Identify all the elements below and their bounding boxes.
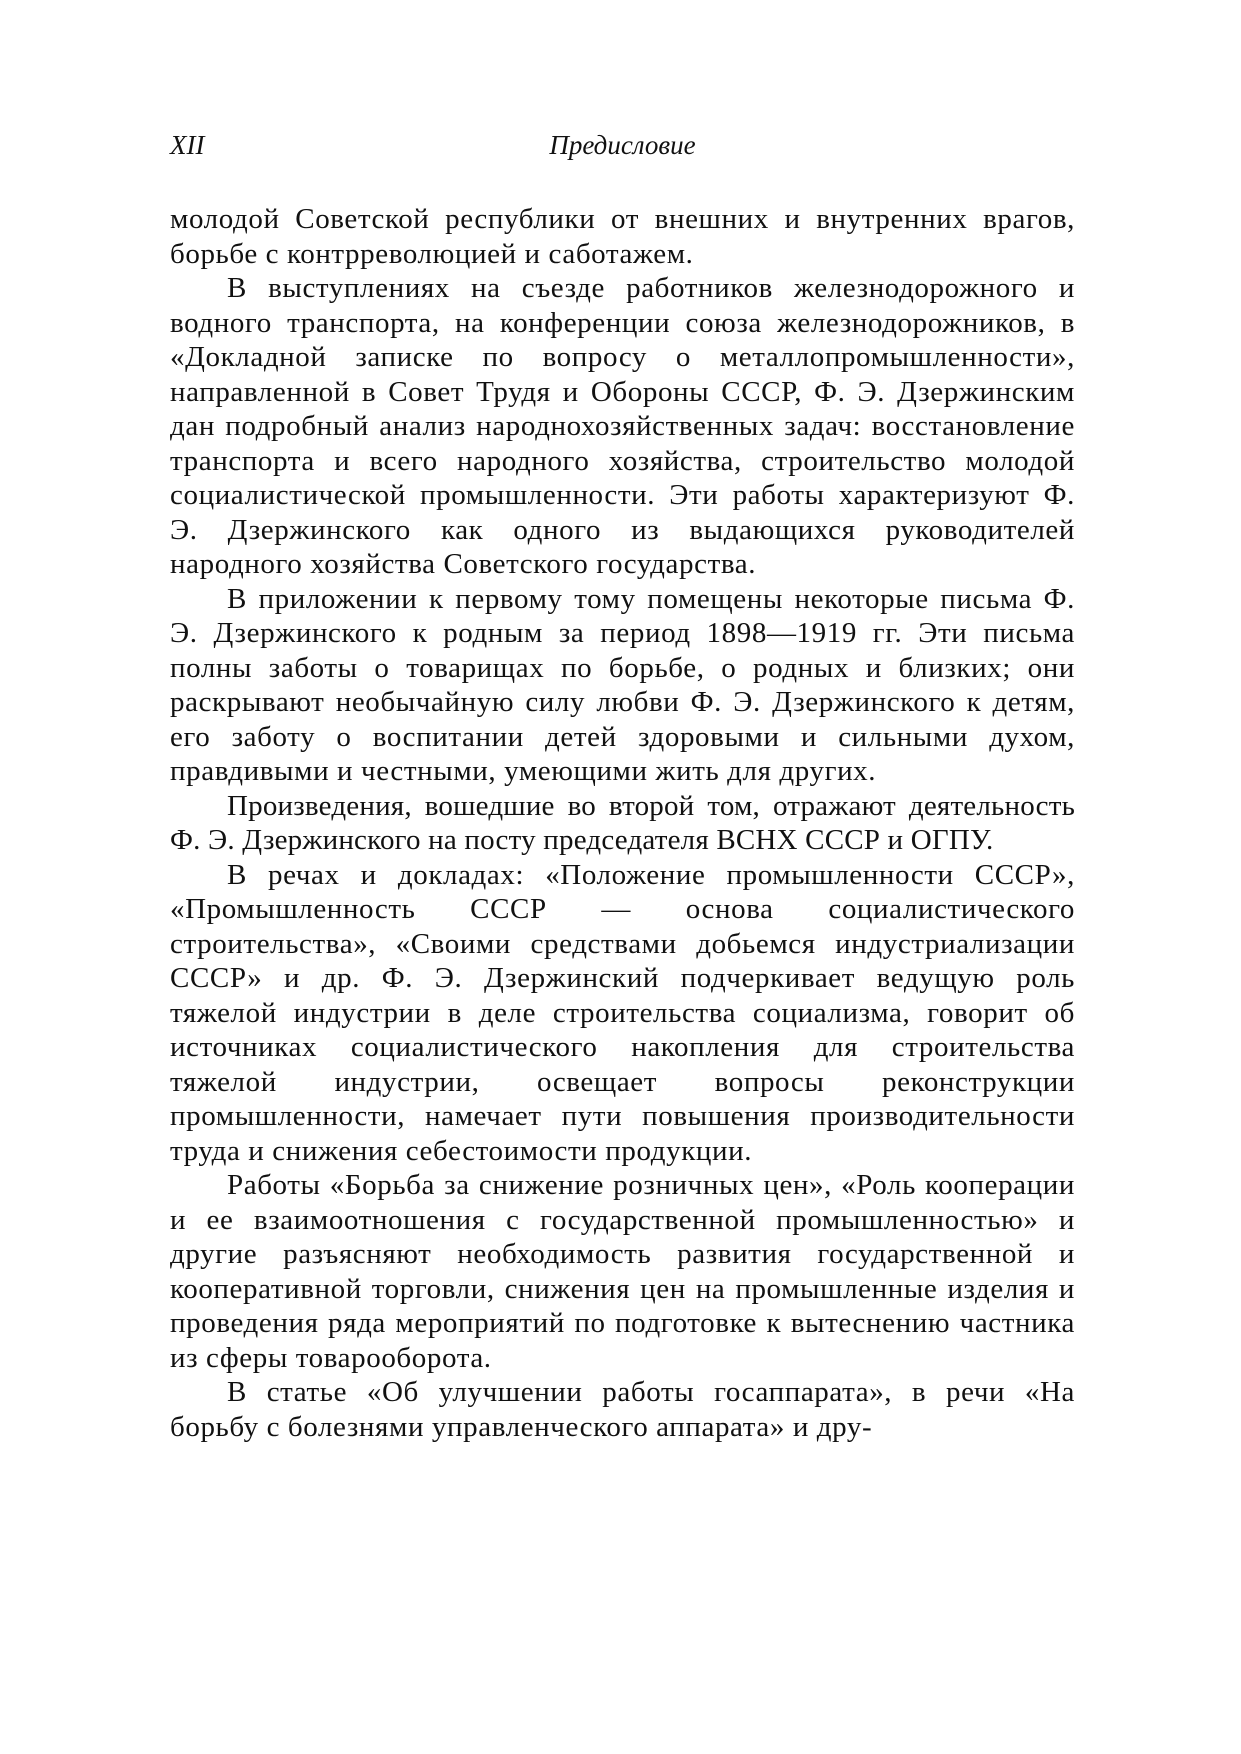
- body-text: [170, 202, 1075, 1444]
- paragraph-trade: Работы «Борьба за снижение розничных цен», «Роль кооперации и ее взаимоотношения с государственной промышленностью» и другие разъясняют необходимость развития государственной и кооперативной торговли, снижения цен на промышленные изделия и проведения ряда мероприятий по подготовке к вытеснению частника из сферы товарооборота.: [170, 1169, 1075, 1374]
- paragraph-continuation: молодой Советской республики от внешних и внутренних врагов, борьбе с контрреволюцией и саботажем.: [170, 203, 1075, 270]
- paragraph-second-volume: Произведения, вошедшие во второй том, отражают деятельность Ф. Э. Дзержинского на посту председателя ВСНХ СССР и ОГПУ.: [170, 789, 1075, 856]
- paragraph-speeches: В речах и докладах: «Положение промышленности СССР», «Промышленность СССР — основа социалистического строительства», «Своими средствами добьемся индустриализации СССР» и др. Ф. Э. Дзержинский подчеркивает ведущую роль тяжелой индустрии в деле строительства социализма, говорит об источниках социалистического накопления для строительства тяжелой индустрии, освещает вопросы реконструкции промышленности, намечает пути повышения производительности труда и снижения себестоимости продукции.: [170, 858, 1075, 1167]
- section-title: Предисловие: [549, 130, 696, 160]
- page-number: XII: [170, 130, 205, 160]
- paragraph-letters: В приложении к первому тому помещены некоторые письма Ф. Э. Дзержинского к родным за период 1898—1919 гг. Эти письма полны заботы о товарищах по борьбе, о родных и близких; они раскрывают необычайную силу любви Ф. Э. Дзержинского к детям, его заботу о воспитании детей здоровыми и сильными духом, правдивыми и честными, умеющими жить для других.: [170, 582, 1075, 787]
- paragraph-transport: В выступлениях на съезде работников железнодорожного и водного транспорта, на конференции союза железнодорожников, в «Докладной записке по вопросу о металлопромышленности», направленной в Совет Трудя и Обороны СССР, Ф. Э. Дзержинским дан подробный анализ народнохозяйственных задач: восстановление транспорта и всего народного хозяйства, строительство молодой социалистической промышленности. Эти работы характеризуют Ф. Э. Дзержинского как одного из выдающихся руководителей народного хозяйства Советского государства.: [170, 272, 1075, 580]
- running-head: [170, 130, 1075, 170]
- paragraph-state-apparatus: В статье «Об улучшении работы госаппарата», в речи «На борьбу с болезнями управленческого аппарата» и дру-: [170, 1376, 1075, 1443]
